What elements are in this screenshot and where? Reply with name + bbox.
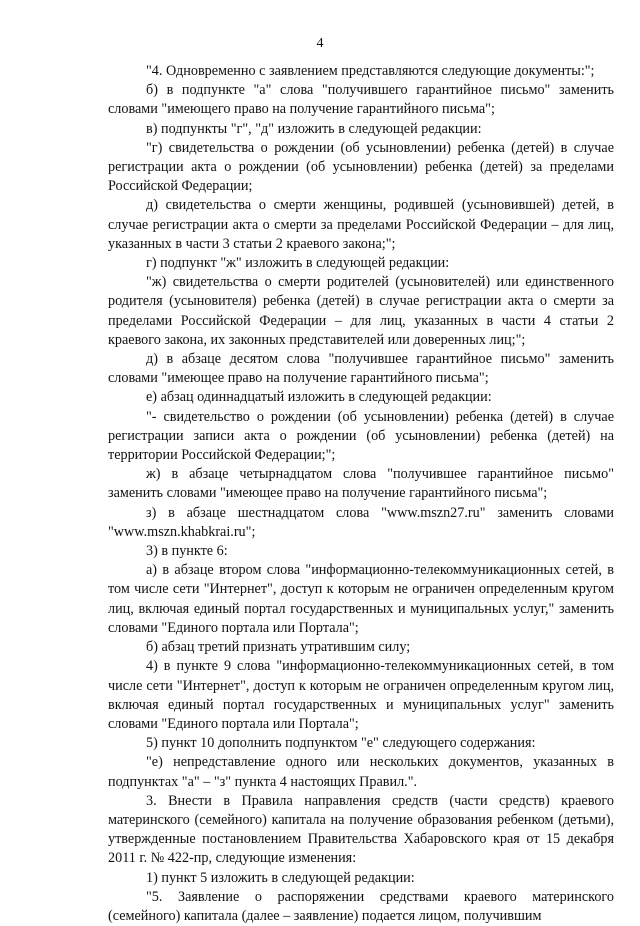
- paragraph-item-3: 3) в пункте 6:: [146, 543, 228, 560]
- page-number: 4: [316, 36, 324, 51]
- paragraph-zh-death-parents: "ж) свидетельства о смерти родителей (усыновителей) или единственного родителя (усыновителя) ребенка (детей) в случае регистрации акта о смерти за пределами Российской Федерации – для лиц, указанных в части 4 статьи 2 краевого закона, их законных представителей или доверенных лиц;";: [108, 274, 614, 348]
- paragraph-item-1: 1) пункт 5 изложить в следующей редакции:: [146, 869, 415, 886]
- paragraph-zh: ж) в абзаце четырнадцатом слова "получившее гарантийное письмо" заменить словами "имеющее право на получение гарантийного письма";: [108, 466, 614, 502]
- document-body: [108, 62, 614, 926]
- paragraph-z: з) в абзаце шестнадцатом слова "www.mszn27.ru" заменить словами "www.mszn.khabkrai.ru";: [108, 504, 614, 540]
- paragraph-g-birth-certificates: "г) свидетельства о рождении (об усыновлении) ребенка (детей) в случае регистрации акта о рождении (об усыновлении) ребенка (детей) за пределами Российской Федерации;: [108, 139, 614, 195]
- paragraph-birth-certificate-rf: "- свидетельство о рождении (об усыновлении) ребенка (детей) в случае регистрации записи акта о рождении (об усыновлении) ребенка (детей) на территории Российской Федерации;";: [108, 408, 614, 464]
- paragraph-e: е) абзац одиннадцатый изложить в следующей редакции:: [146, 389, 492, 406]
- paragraph-section-3: 3. Внести в Правила направления средств (части средств) краевого материнского (семейного) капитала на получение образования ребенком (детьми), утвержденные постановлением Правительства Хабаровского края от 15 декабря 2011 г. № 422-пр, следующие изменения:: [108, 792, 614, 867]
- paragraph-e-nonsubmission: "е) непредставление одного или нескольких документов, указанных в подпунктах "а" – "з" пункта 4 настоящих Правил.".: [108, 754, 614, 790]
- paragraph-a: а) в абзаце втором слова "информационно-телекоммуникационных сетей, в том числе сети "Интернет", доступ к которым не ограничен определенным кругом лиц, включая единый портал государственных и муниципальных услуг," заменить словами "Единого портала или Портала";: [108, 562, 614, 636]
- paragraph-v: в) подпункты "г", "д" изложить в следующей редакции:: [146, 120, 482, 137]
- paragraph-item-5: 5) пункт 10 дополнить подпунктом "е" следующего содержания:: [146, 735, 536, 752]
- paragraph-5-application: "5. Заявление о распоряжении средствами краевого материнского (семейного) капитала (далее – заявление) подается лицом, получившим: [108, 888, 614, 924]
- paragraph-4-documents: "4. Одновременно с заявлением представляются следующие документы:";: [146, 63, 595, 79]
- paragraph-b-void: б) абзац третий признать утратившим силу;: [146, 639, 411, 656]
- paragraph-d-death-certificates: д) свидетельства о смерти женщины, родившей (усыновившей) детей, в случае регистрации акта о смерти за пределами Российской Федерации – для лиц, указанных в части 3 статьи 2 краевого закона;";: [108, 197, 614, 252]
- paragraph-b: б) в подпункте "а" слова "получившего гарантийное письмо" заменить словами "имеющего право на получение гарантийного письма";: [108, 82, 614, 118]
- paragraph-d: д) в абзаце десятом слова "получившее гарантийное письмо" заменить словами "имеющее право на получение гарантийного письма";: [108, 351, 614, 387]
- paragraph-g: г) подпункт "ж" изложить в следующей редакции:: [146, 255, 450, 272]
- paragraph-item-4: 4) в пункте 9 слова "информационно-телекоммуникационных сетей, в том числе сети "Интернет", доступ к которым не ограничен определенным кругом лиц, включая единый портал государственных и муниципальных услуг" заменить словами "Единого портала или Портала";: [108, 658, 614, 732]
